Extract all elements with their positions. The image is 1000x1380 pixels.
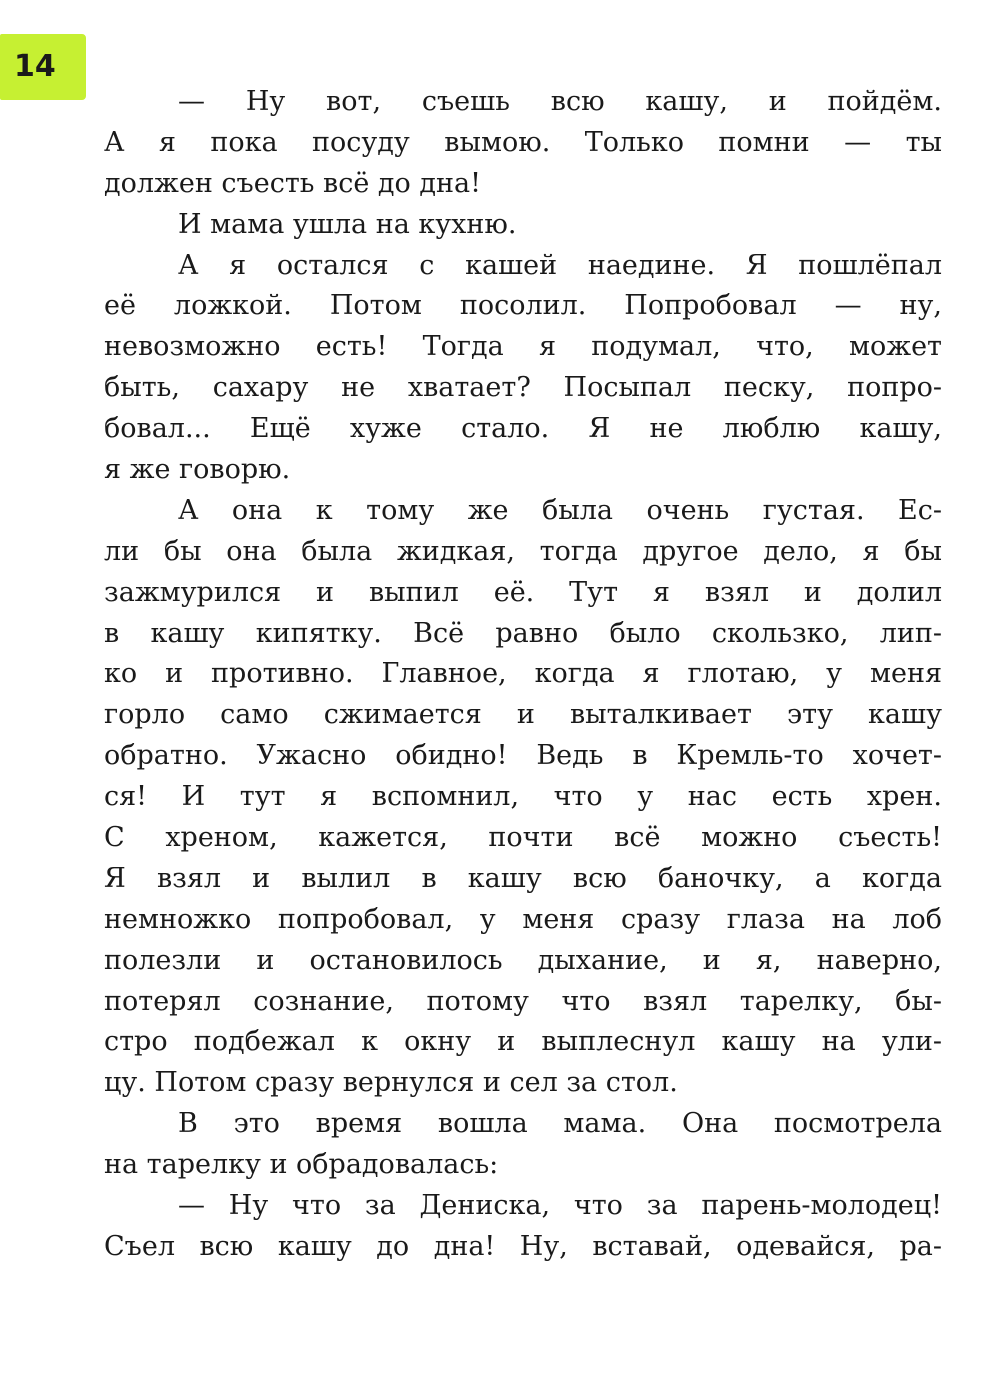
text-line: горло само сжимается и выталкивает эту кашу: [104, 699, 942, 731]
text-line: в кашу кипятку. Всё равно было скользко, лип-: [104, 617, 942, 649]
text-line: — Ну что за Дениска, что за парень-молодец!: [178, 1190, 942, 1222]
story-text: [104, 82, 942, 1268]
text-line: А я пока посуду вымою. Только помни — ты: [104, 126, 942, 158]
text-line: Я взял и вылил в кашу всю баночку, а когда: [104, 862, 942, 894]
text-line: невозможно есть! Тогда я подумал, что, может: [104, 331, 942, 363]
text-line: должен съесть всё до дна!: [104, 167, 481, 199]
page-number: 14: [14, 49, 56, 84]
text-line: ся! И тут я вспомнил, что у нас есть хрен.: [104, 781, 942, 813]
text-line: быть, сахару не хватает? Посыпал песку, попро-: [104, 372, 942, 404]
text-line: бовал... Ещё хуже стало. Я не люблю кашу,: [104, 413, 942, 445]
text-line: В это время вошла мама. Она посмотрела: [178, 1108, 942, 1140]
text-line: обратно. Ужасно обидно! Ведь в Кремль-то хочет-: [104, 740, 942, 772]
text-line: немножко попробовал, у меня сразу глаза на лоб: [104, 903, 942, 935]
text-line: ко и противно. Главное, когда я глотаю, у меня: [104, 658, 942, 690]
text-line: стро подбежал к окну и выплеснул кашу на ули-: [104, 1026, 942, 1058]
text-line: её ложкой. Потом посолил. Попробовал — ну,: [104, 290, 942, 322]
text-line: я же говорю.: [104, 454, 291, 486]
text-line: потерял сознание, потому что взял тарелку, бы-: [104, 985, 942, 1017]
text-line: А я остался с кашей наедине. Я пошлёпал: [178, 249, 942, 281]
text-line: зажмурился и выпил её. Тут я взял и долил: [104, 576, 942, 608]
text-line: на тарелку и обрадовалась:: [104, 1149, 499, 1181]
text-line: Съел всю кашу до дна! Ну, вставай, одевайся, ра-: [104, 1230, 942, 1262]
text-line: полезли и остановилось дыхание, и я, наверно,: [104, 944, 942, 976]
text-line: цу. Потом сразу вернулся и сел за стол.: [104, 1067, 678, 1099]
text-line: С хреном, кажется, почти всё можно съесть!: [104, 822, 942, 854]
text-line: ли бы она была жидкая, тогда другое дело, я бы: [104, 535, 942, 567]
text-line: А она к тому же была очень густая. Ес-: [178, 494, 942, 526]
page-number-tab: [0, 34, 86, 100]
text-line: — Ну вот, съешь всю кашу, и пойдём.: [178, 86, 942, 117]
text-line: И мама ушла на кухню.: [178, 208, 517, 240]
